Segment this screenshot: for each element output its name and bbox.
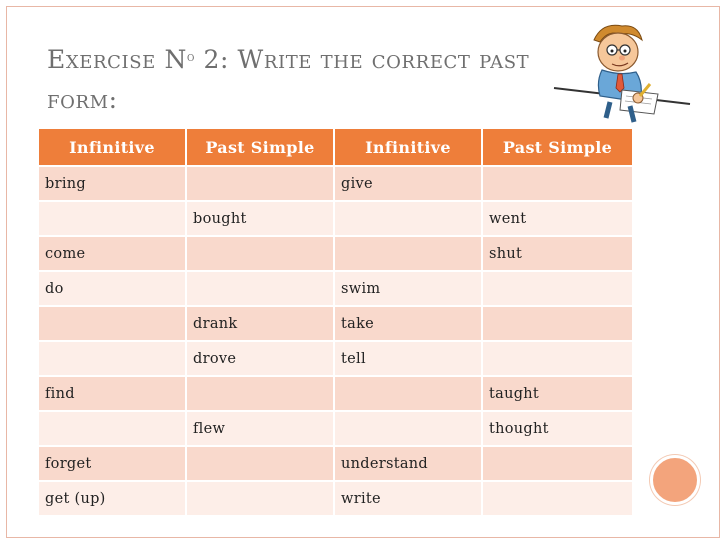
- table-row: [38, 201, 633, 236]
- table-cell: flew: [186, 411, 334, 446]
- table-cell: [334, 201, 482, 236]
- table-cell: [482, 166, 633, 201]
- table-cell: [186, 481, 334, 516]
- decorative-circle: [650, 455, 700, 505]
- table-cell: [186, 236, 334, 271]
- table-cell: tell: [334, 341, 482, 376]
- table-cell: shut: [482, 236, 633, 271]
- title-part-1: Exercise N: [47, 45, 187, 74]
- table-cell: [334, 411, 482, 446]
- table-cell: bought: [186, 201, 334, 236]
- slide-title: [47, 40, 567, 120]
- table-cell: [482, 306, 633, 341]
- table-cell: [186, 446, 334, 481]
- table-row: [38, 446, 633, 481]
- header-past-simple-1: Past Simple: [186, 128, 334, 166]
- table-cell: [482, 271, 633, 306]
- table-cell: get (up): [38, 481, 186, 516]
- table-cell: bring: [38, 166, 186, 201]
- table-cell: thought: [482, 411, 633, 446]
- table-cell: forget: [38, 446, 186, 481]
- table-cell: drank: [186, 306, 334, 341]
- table-header-row: [38, 128, 633, 166]
- table-cell: write: [334, 481, 482, 516]
- table-row: [38, 236, 633, 271]
- table-cell: do: [38, 271, 186, 306]
- table-row: [38, 481, 633, 516]
- table-cell: [334, 236, 482, 271]
- table-row: [38, 166, 633, 201]
- table-cell: went: [482, 201, 633, 236]
- table-row: [38, 341, 633, 376]
- table-cell: [38, 201, 186, 236]
- table-cell: [38, 341, 186, 376]
- table-cell: come: [38, 236, 186, 271]
- verb-table: [37, 127, 634, 517]
- header-infinitive-1: Infinitive: [38, 128, 186, 166]
- table-cell: [482, 341, 633, 376]
- title-part-2: 2: Write the correct past form:: [47, 45, 530, 114]
- table-cell: understand: [334, 446, 482, 481]
- title-superscript: o: [186, 50, 195, 65]
- table-cell: [186, 271, 334, 306]
- table-cell: take: [334, 306, 482, 341]
- header-past-simple-2: Past Simple: [482, 128, 633, 166]
- table-cell: [186, 166, 334, 201]
- cartoon-student-writing-icon: [550, 18, 700, 128]
- table-row: [38, 271, 633, 306]
- table-cell: [334, 376, 482, 411]
- header-infinitive-2: Infinitive: [334, 128, 482, 166]
- table-row: [38, 411, 633, 446]
- table-row: [38, 376, 633, 411]
- table-row: [38, 306, 633, 341]
- table-cell: find: [38, 376, 186, 411]
- table-cell: [482, 481, 633, 516]
- table-cell: drove: [186, 341, 334, 376]
- table-cell: give: [334, 166, 482, 201]
- table-cell: [186, 376, 334, 411]
- table-cell: [38, 306, 186, 341]
- table-cell: [482, 446, 633, 481]
- table-cell: [38, 411, 186, 446]
- table-cell: taught: [482, 376, 633, 411]
- table-cell: swim: [334, 271, 482, 306]
